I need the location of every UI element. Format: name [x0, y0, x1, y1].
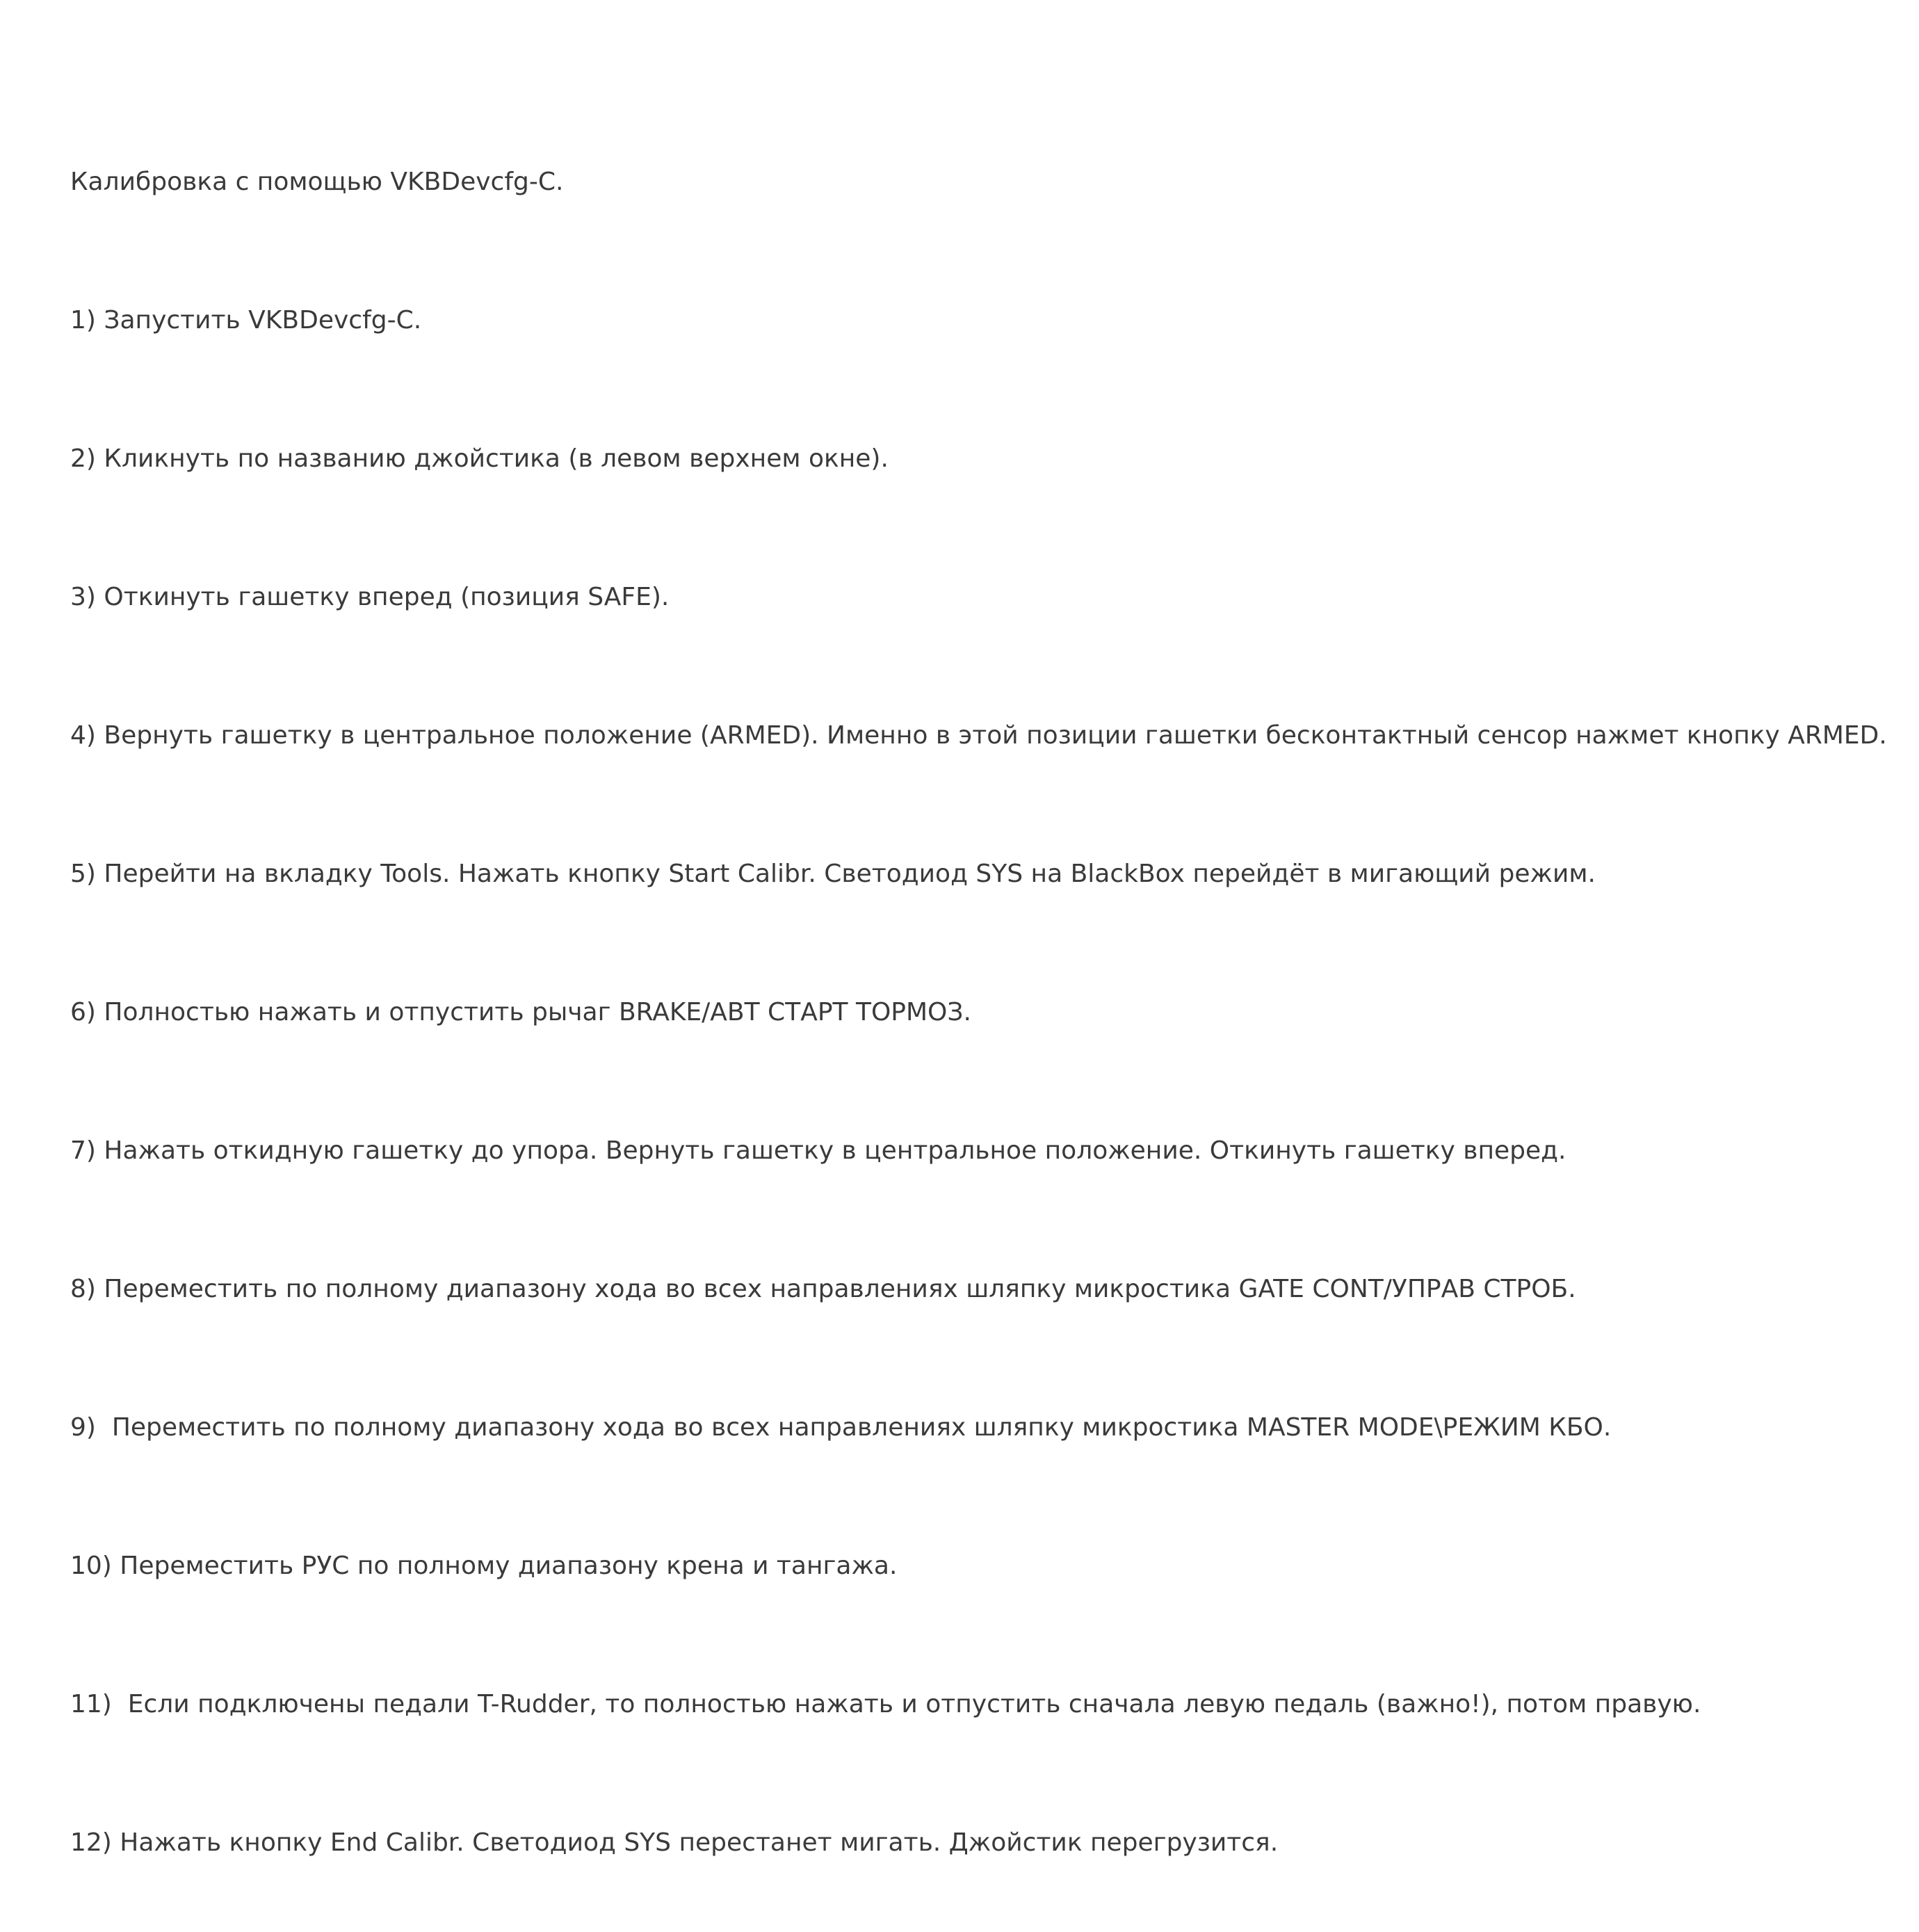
document-title: Калибровка с помощью VKBDevcfg-C.	[70, 168, 564, 196]
step-9: 9) Переместить по полному диапазону хода во всех направлениях шляпку микростика MASTER MODE\РЕЖИМ КБО.	[70, 1413, 1612, 1442]
step-4: 4) Вернуть гашетку в центральное положение (ARMED). Именно в этой позиции гашетки бесконтактный сенсор нажмет кнопку ARMED.	[70, 721, 1887, 750]
step-2: 2) Кликнуть по названию джойстика (в левом верхнем окне).	[70, 444, 889, 473]
step-10: 10) Переместить РУС по полному диапазону крена и тангажа.	[70, 1552, 898, 1580]
step-6: 6) Полностью нажать и отпустить рычаг BRAKE/АВТ СТАРТ ТОРМОЗ.	[70, 998, 971, 1027]
step-8: 8) Переместить по полному диапазону хода во всех направлениях шляпку микростика GATE CONT/УПРАВ СТРОБ.	[70, 1275, 1576, 1303]
document-body	[70, 104, 1887, 1932]
step-5: 5) Перейти на вкладку Tools. Нажать кнопку Start Calibr. Светодиод SYS на BlackBox перейдёт в мигающий режим.	[70, 860, 1596, 888]
step-12: 12) Нажать кнопку End Calibr. Светодиод SYS перестанет мигать. Джойстик перегрузится.	[70, 1828, 1279, 1857]
step-1: 1) Запустить VKBDevcfg-C.	[70, 306, 422, 335]
step-11: 11) Если подключены педали T-Rudder, то полностью нажать и отпустить сначала левую педаль (важно!), потом правую.	[70, 1690, 1701, 1718]
step-3: 3) Откинуть гашетку вперед (позиция SAFE).	[70, 583, 670, 611]
step-7: 7) Нажать откидную гашетку до упора. Вернуть гашетку в центральное положение. Откинуть гашетку вперед.	[70, 1136, 1566, 1165]
